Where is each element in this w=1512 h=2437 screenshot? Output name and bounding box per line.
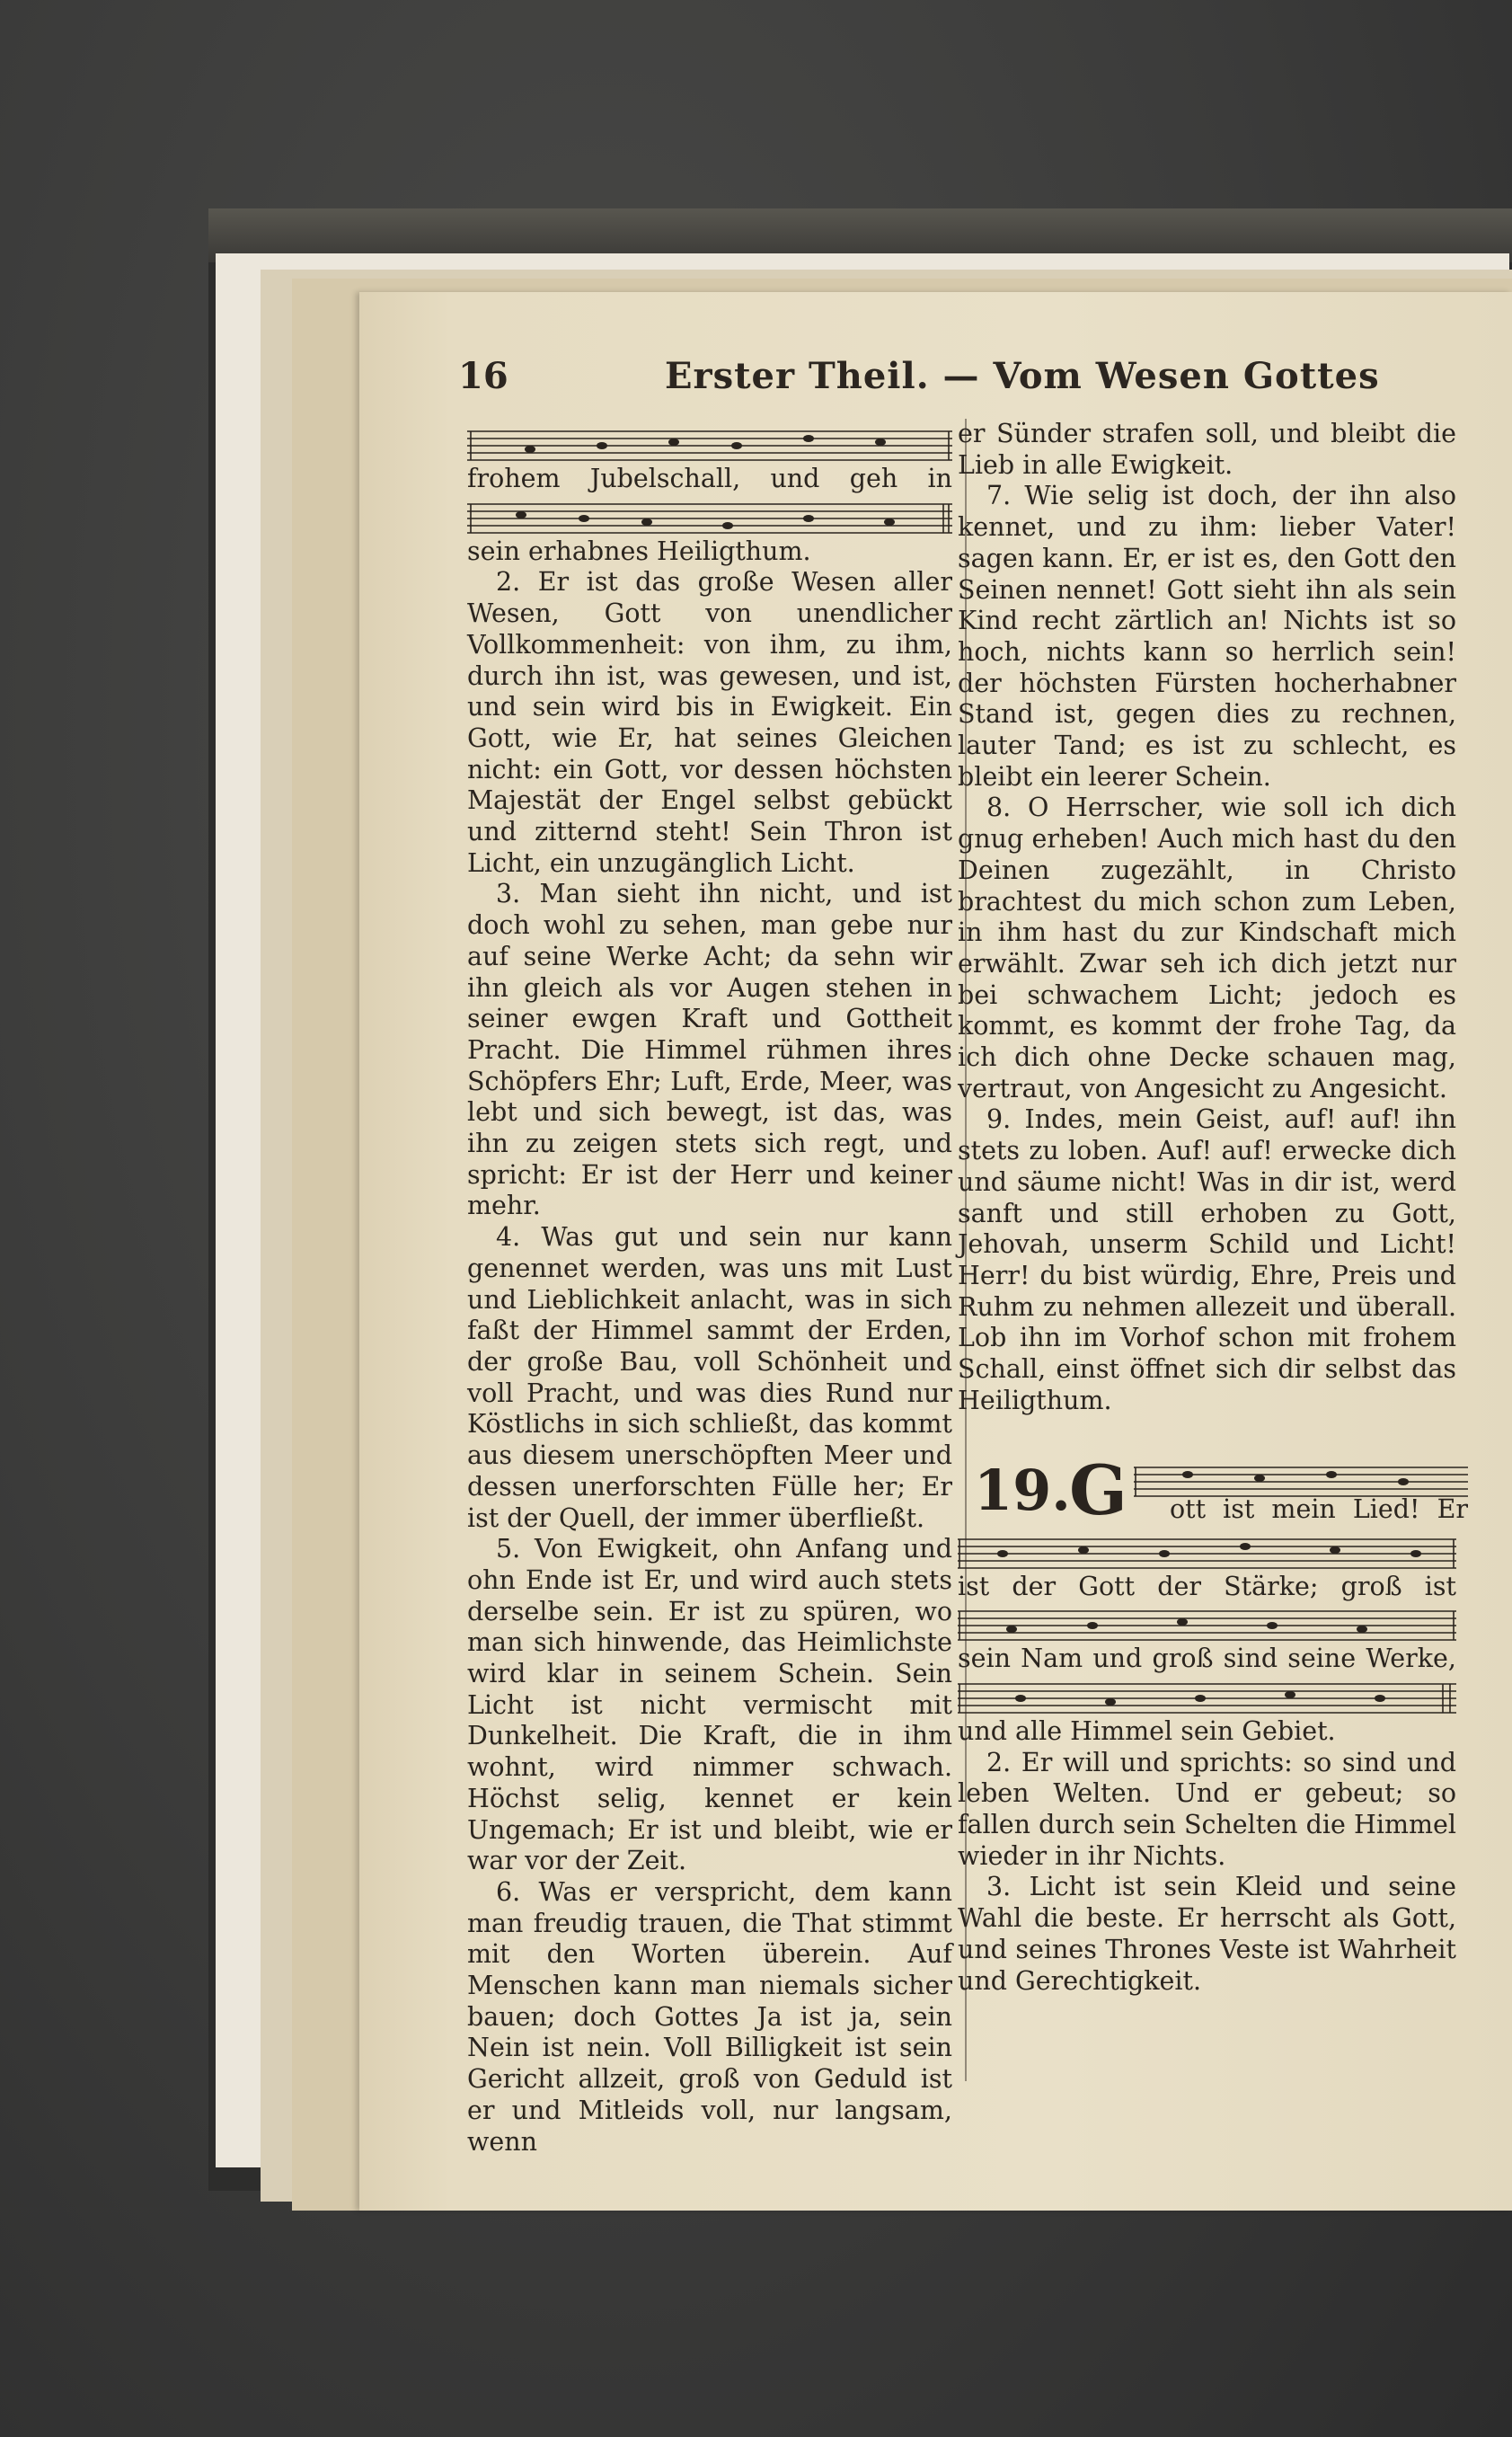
music-staff-icon	[958, 1606, 1456, 1644]
running-title: Erster Theil. — Vom Wesen Gottes	[665, 355, 1380, 397]
hymn-lyric-line: sein Nam und groß sind seine Werke,	[958, 1644, 1456, 1674]
verse-paragraph: 9. Indes, mein Geist, auf! auf! ihn stets zu loben. Auf! auf! erwecke dich und säume nicht! Was in dir ist, werd sanft und still erhoben zu Gott, Jehovah, unserm Schild und Licht! Herr! du bist würdig, Ehre, Preis und Ruhm zu nehmen allezeit und überall. Lob ihn im Vorhof schon mit frohem Schall, einst öffnet sich dir selbst das Heiligthum.	[958, 1104, 1456, 1415]
music-staff-icon	[467, 426, 952, 464]
hymn-lyric-line: ist der Gott der Stärke; groß ist	[958, 1571, 1456, 1601]
verse-paragraph: 2. Er will und sprichts: so sind und leben Welten. Und er gebeut; so fallen durch sein Schelten die Himmel wieder in ihr Nichts.	[958, 1747, 1456, 1871]
verse-paragraph: 3. Man sieht ihn nicht, und ist doch wohl zu sehen, man gebe nur auf seine Werke Acht; da sehn wir ihn gleich als vor Augen stehen in seiner ewgen Kraft und Gottheit Pracht. Die Himmel rühmen ihres Schöpfers Ehr; Luft, Erde, Meer, was lebt und sich bewegt, ist das, was ihn zu zeigen stets sich regt, und spricht: Er ist der Herr und keiner mehr.	[467, 879, 952, 1221]
page-header	[458, 355, 1455, 409]
verse-paragraph: 7. Wie selig ist doch, der ihn also kennet, und zu ihm: lieber Vater! sagen kann. Er, er ist es, den Gott den Seinen nennet! Gott sieht ihn als sein Kind recht zärtlich an! Nichts ist so hoch, nichts kann so herrlich sein! der höchsten Fürsten hocherhabner Stand ist, gegen dies zu rechnen, lauter Tand; es ist zu schlecht, es bleibt ein leerer Schein.	[958, 481, 1456, 792]
hymn-lyric-line: ott ist mein Lied! Er	[1170, 1493, 1468, 1524]
verse-paragraph: 6. Was er verspricht, dem kann man freudig trauen, die That stimmt mit den Worten überein. Auf Menschen kann man niemals sicher bauen; doch Gottes Ja ist ja, sein Nein ist nein. Voll Billigkeit ist sein Gericht allzeit, groß von Geduld ist er und Mitleids voll, nur langsam, wenn	[467, 1876, 952, 2157]
drop-cap: G	[1069, 1449, 1127, 1530]
verse-paragraph: 2. Er ist das große Wesen aller Wesen, Gott von unendlicher Vollkommenheit: von ihm, zu ihm, durch ihn ist, was gewesen, und ist, und sein wird bis in Ewigkeit. Ein Gott, wie Er, hat seines Gleichen nicht: ein Gott, vor dessen höchsten Majestät der Engel selbst gebückt und zitternd steht! Sein Thron ist Licht, ein unzugänglich Licht.	[467, 567, 952, 878]
verse-paragraph: 4. Was gut und sein nur kann genennet werden, was uns mit Lust und Lieblichkeit anlacht, was in sich faßt der Himmel sammt der Erden, der große Bau, voll Schönheit und voll Pracht, und was dies Rund nur Köstlichs in sich schließt, das kommt aus diesem unerschöpften Meer und dessen unerforschten Fülle her; Er ist der Quell, der immer überfließt.	[467, 1222, 952, 1533]
hymn-number: 19.	[974, 1457, 1071, 1523]
verse-paragraph: er Sünder strafen soll, und bleibt die Lieb in alle Ewigkeit.	[958, 419, 1456, 480]
verse-paragraph: 3. Licht ist sein Kleid und seine Wahl die beste. Er herrscht als Gott, und seines Thrones Veste ist Wahrheit und Gerechtigkeit.	[958, 1872, 1456, 1996]
left-column	[467, 422, 952, 2158]
verse-paragraph: 5. Von Ewigkeit, ohn Anfang und ohn Ende ist Er, und wird auch stets derselbe sein. Er ist zu spüren, wo man sich hinwende, das Heimlichste wird klar in seinem Schein. Sein Licht ist nicht vermischt mit Dunkelheit. Die Kraft, die in ihm wohnt, wird nimmer schwach. Höchst selig, kennet er kein Ungemach; Er ist und bleibt, wie er war vor der Zeit.	[467, 1534, 952, 1876]
page-number: 16	[458, 355, 508, 397]
music-staff-icon	[467, 499, 952, 536]
verse-paragraph: 8. O Herrscher, wie soll ich dich gnug erheben! Auch mich hast du den Deinen zugezählt, in Christo brachtest du mich schon zum Leben, in ihm hast du zur Kindschaft mich erwählt. Zwar seh ich dich jetzt nur bei schwachem Licht; jedoch es kommt, es kommt der frohe Tag, da ich dich ohne Decke schauen mag, vertraut, von Angesicht zu Angesicht.	[958, 793, 1456, 1103]
hymn-lyric-line: frohem Jubelschall, und geh in	[467, 464, 952, 493]
hymn-lyric-line: sein erhabnes Heiligthum.	[467, 536, 811, 566]
right-column	[958, 419, 1468, 1997]
music-staff-icon	[958, 1679, 1456, 1716]
music-staff-icon	[958, 1534, 1456, 1572]
hymn-heading	[958, 1449, 1468, 1530]
hymn-lyric-line: und alle Himmel sein Gebiet.	[958, 1715, 1336, 1746]
